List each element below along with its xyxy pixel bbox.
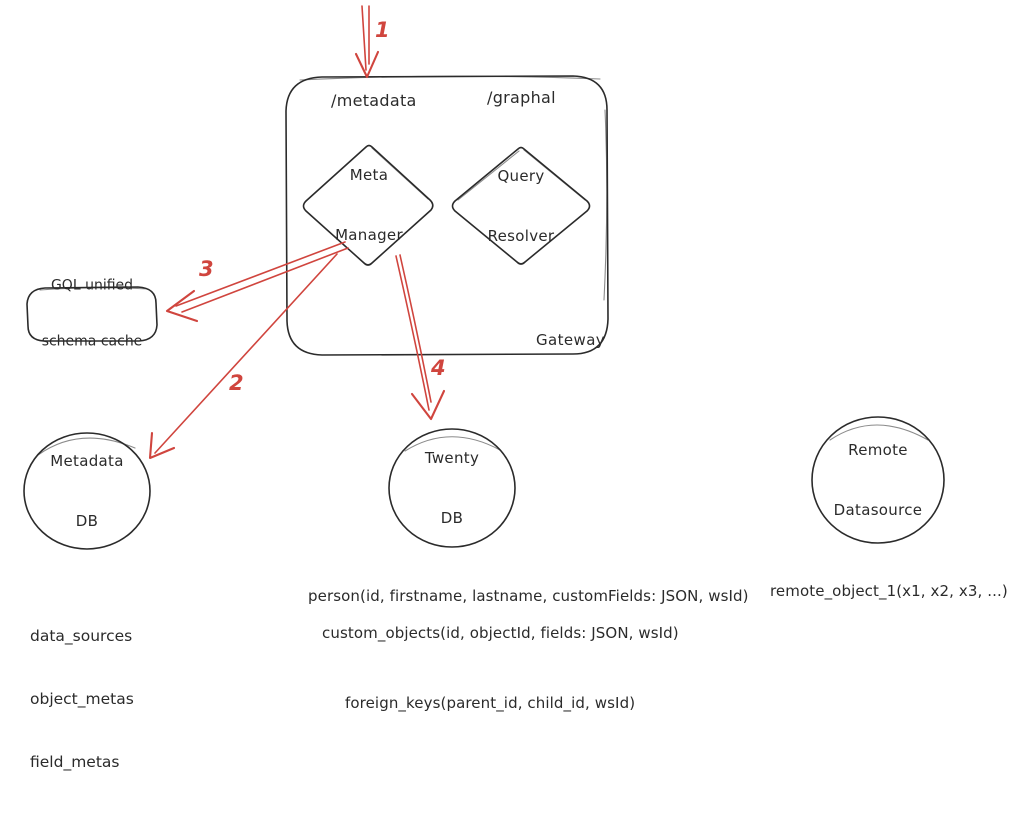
twenty-db-label: Twenty DB <box>424 448 480 528</box>
query-resolver-label: Query Resolver <box>487 166 555 246</box>
remote-datasource-table: remote_object_1(x1, x2, x3, ...) <box>770 582 1008 600</box>
twenty-db-table-foreign-keys: foreign_keys(parent_id, child_id, wsId) <box>345 694 636 712</box>
step-3-label: 3 <box>199 257 214 281</box>
flow-arrow-4 <box>396 255 444 419</box>
table-row: object_metas <box>30 690 134 708</box>
table-row: field_metas <box>30 753 120 771</box>
flow-arrow-3 <box>167 242 348 321</box>
meta-manager-label: Meta Manager <box>335 165 403 245</box>
table-row: data_sources <box>30 627 133 645</box>
remote-datasource-label: Remote Datasource <box>833 440 923 520</box>
twenty-db-table-custom-objects: custom_objects(id, objectId, fields: JSON, wsId) <box>322 624 679 642</box>
step-4-label: 4 <box>431 356 446 380</box>
gateway-label: Gateway <box>536 331 606 349</box>
flow-arrow-2 <box>150 254 337 458</box>
metadata-db-tables <box>30 584 134 815</box>
route-metadata-label: /metadata <box>331 91 417 110</box>
twenty-db-table-person: person(id, firstname, lastname, customFields: JSON, wsId) <box>308 587 749 605</box>
schema-cache-label: GQL unified schema cache <box>41 277 143 350</box>
step-2-label: 2 <box>229 371 244 395</box>
route-graphql-label: /graphal <box>487 88 556 107</box>
metadata-db-label: Metadata DB <box>50 451 124 531</box>
step-1-label: 1 <box>375 18 390 42</box>
